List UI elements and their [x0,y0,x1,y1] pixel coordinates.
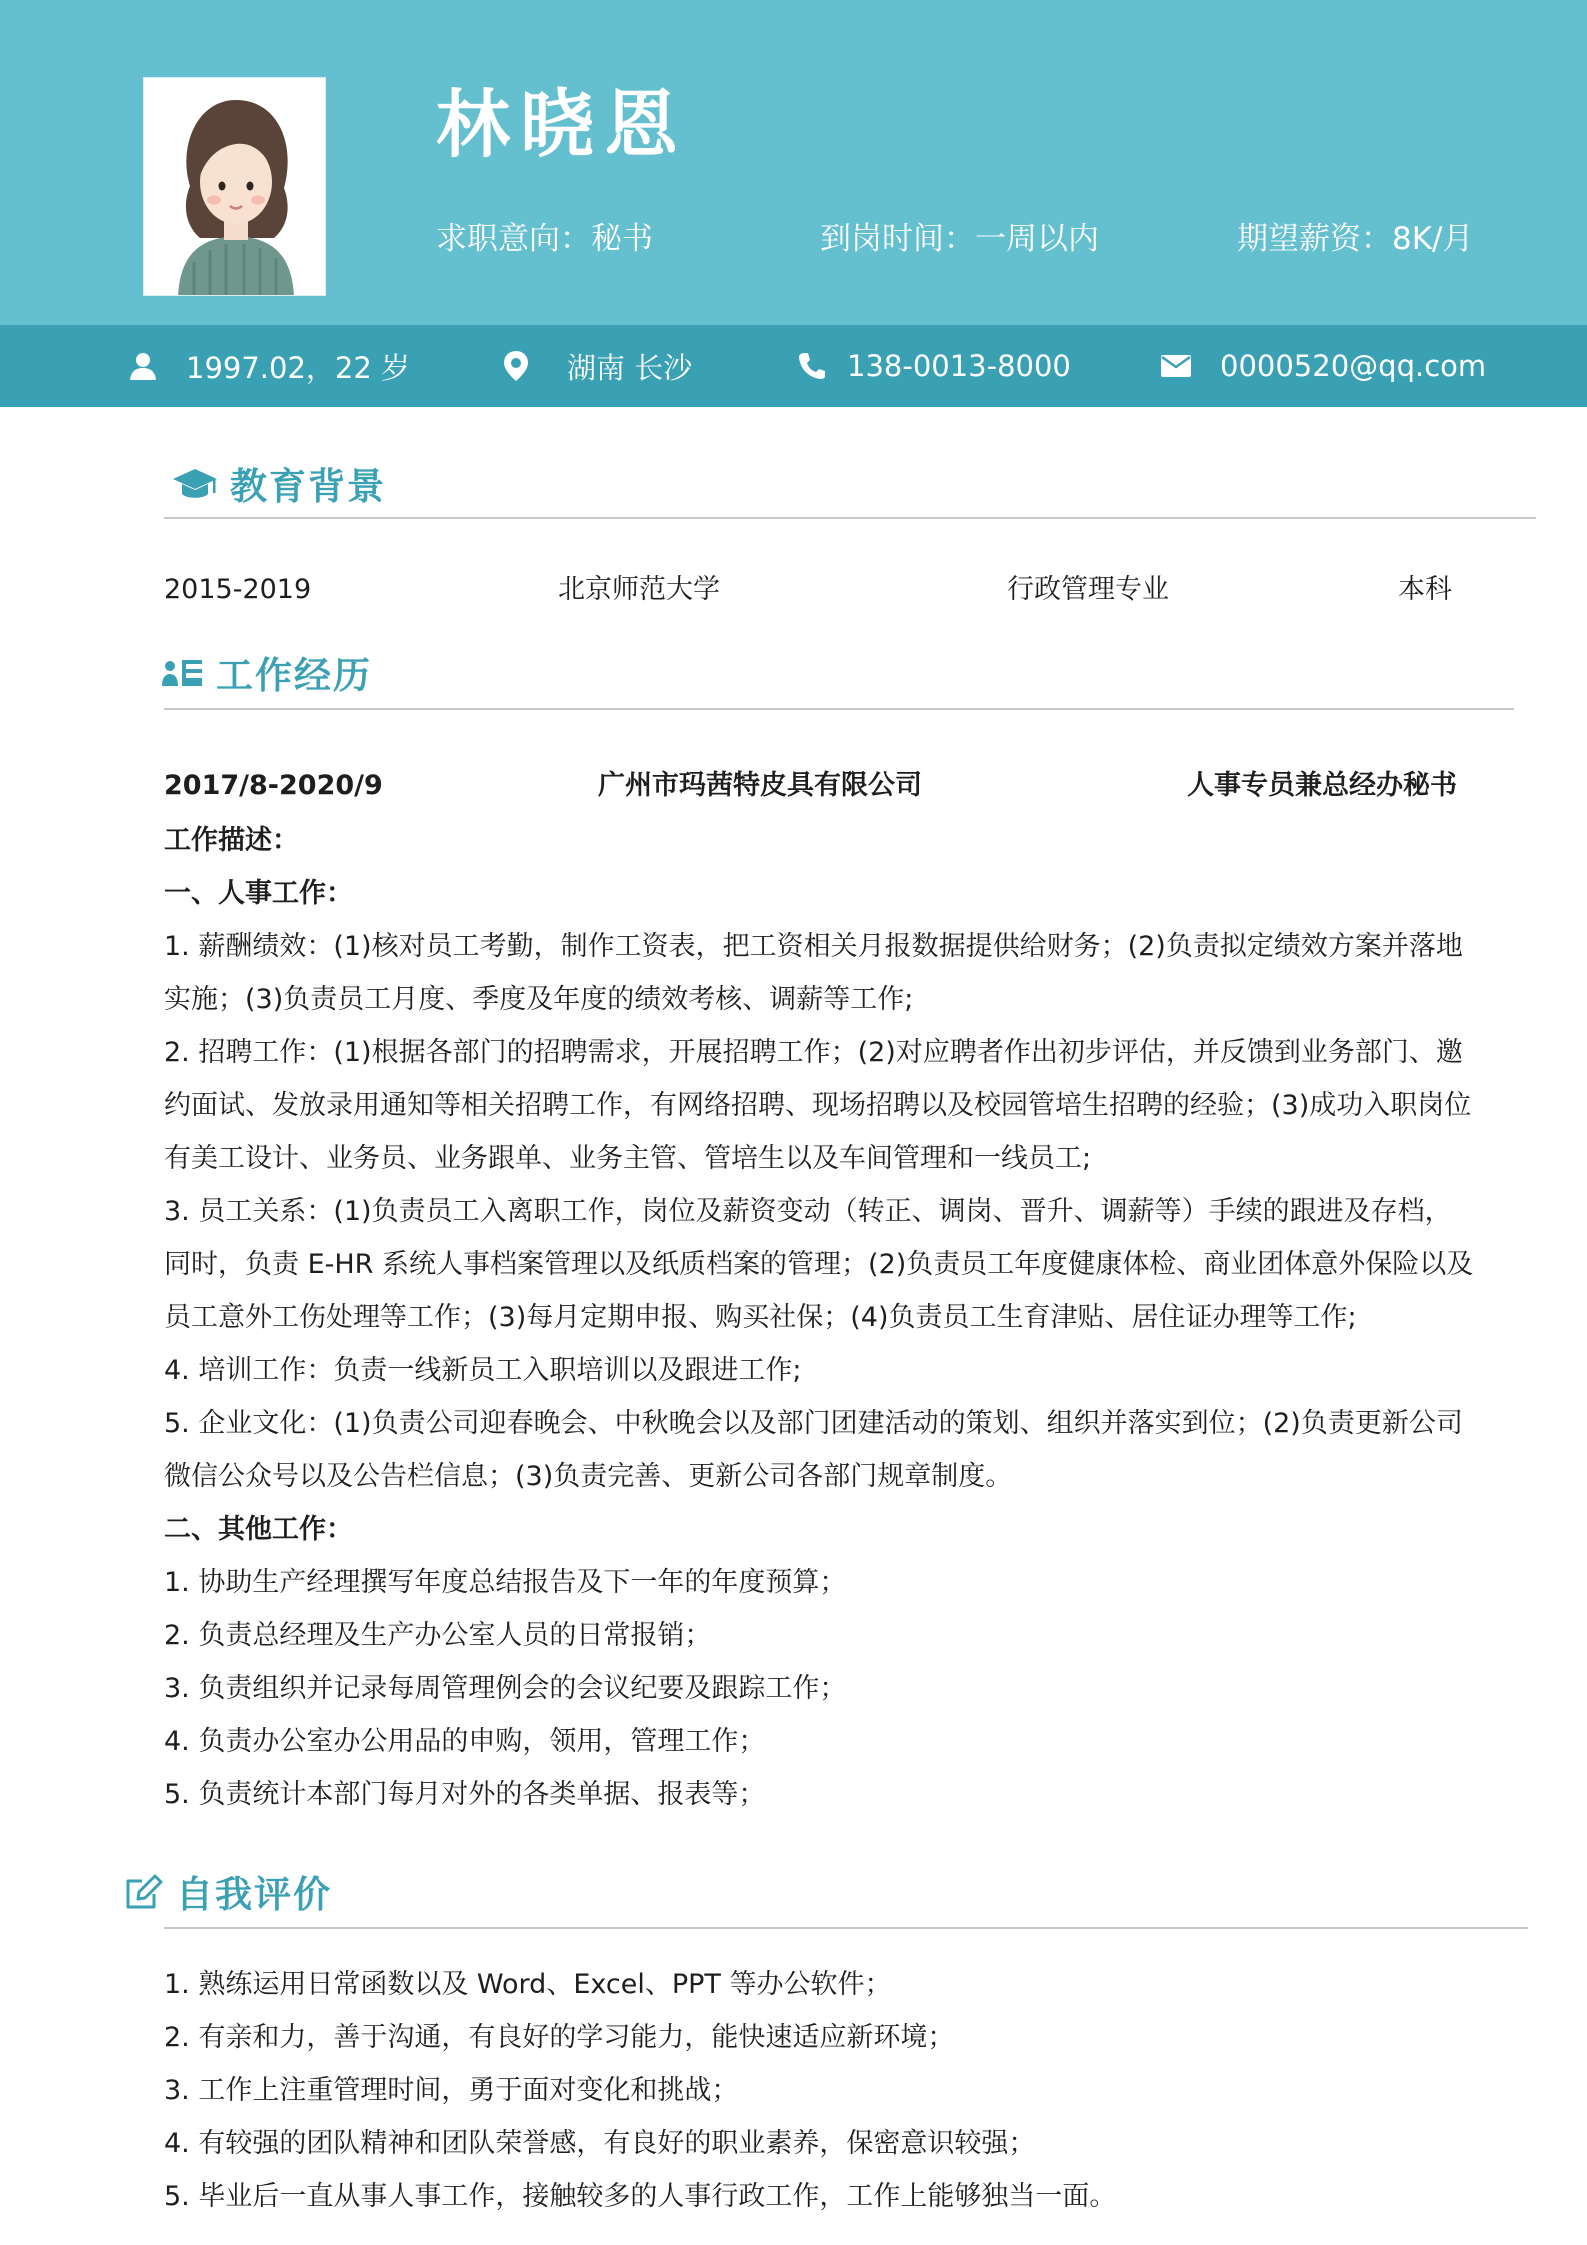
hr-work-line: 3. 员工关系：(1)负责员工入离职工作，岗位及薪资变动（转正、调岗、晋升、调薪等）手续的跟进及存档， [164,1196,1452,1227]
email-text[interactable]: 0000520@qq.com [1220,349,1487,383]
other-work-line: 5. 负责统计本部门每月对外的各类单据、报表等； [164,1779,766,1810]
location-pin-icon [503,350,529,382]
job-intent: 求职意向：秘书 [436,221,653,257]
education-heading [172,465,386,507]
hr-work-line: 2. 招聘工作：(1)根据各部门的招聘需求，开展招聘工作；(2)对应聘者作出初步评估，并反馈到业务部门、邀 [164,1037,1463,1068]
self-evaluation-item: 1. 熟练运用日常函数以及 Word、Excel、PPT 等办公软件； [164,1969,892,2000]
self-evaluation-item: 4. 有较强的团队精神和团队荣誉感，有良好的职业素养，保密意识较强； [164,2128,1036,2159]
hr-work-line: 4. 培训工作：负责一线新员工入职培训以及跟进工作; [164,1355,802,1386]
contact-phone [797,325,1071,407]
self-evaluation-item: 5. 毕业后一直从事人事工作，接触较多的人事行政工作，工作上能够独当一面。 [164,2181,1117,2212]
pencil-edit-icon [124,1872,164,1916]
hr-work-line: 有美工设计、业务员、业务跟单、业务主管、管培生以及车间管理和一线员工; [164,1143,1092,1174]
graduation-cap-icon [172,465,218,507]
phone-icon [797,351,827,381]
person-icon [128,351,158,381]
contact-email [1160,325,1486,407]
work-description [164,814,1504,1821]
work-period: 2017/8-2020/9 [164,770,383,801]
work-desc-label: 工作描述： [164,825,299,856]
self-evaluation-heading [124,1872,332,1916]
education-major: 行政管理专业 [1007,574,1169,605]
hr-work-line: 微信公众号以及公告栏信息；(3)负责完善、更新公司各部门规章制度。 [164,1461,1013,1492]
hr-work-line: 约面试、发放录用通知等相关招聘工作，有网络招聘、现场招聘以及校园管培生招聘的经验；(3)成功入职岗位 [164,1090,1472,1121]
hr-work-line: 同时，负责 E-HR 系统人事档案管理以及纸质档案的管理；(2)负责员工年度健康体检、商业团体意外保险以及 [164,1249,1474,1280]
location-text: 湖南 长沙 [567,350,693,385]
other-work-heading: 二、其他工作： [164,1514,353,1545]
candidate-name: 林晓恩 [436,82,688,168]
resume-header [0,0,1587,325]
expected-salary: 期望薪资：8K/月 [1237,221,1474,257]
work-title: 工作经历 [216,653,372,697]
education-school: 北京师范大学 [558,574,720,605]
self-evaluation-item: 2. 有亲和力，善于沟通，有良好的学习能力，能快速适应新环境； [164,2022,955,2053]
education-period: 2015-2019 [164,574,312,605]
self-evaluation-title: 自我评价 [176,1872,332,1916]
hr-work-line: 5. 企业文化：(1)负责公司迎春晚会、中秋晚会以及部门团建活动的策划、组织并落实到位；(2)负责更新公司 [164,1408,1463,1439]
education-title: 教育背景 [230,464,386,508]
other-work-line: 2. 负责总经理及生产办公室人员的日常报销； [164,1620,712,1651]
contact-birth [128,325,410,407]
contact-location [503,325,692,407]
phone-text[interactable]: 138-0013-8000 [847,349,1071,383]
work-divider [164,708,1514,710]
birth-text: 1997.02，22 岁 [186,350,411,385]
work-position: 人事专员兼总经办秘书 [1187,770,1457,801]
other-work-line: 1. 协助生产经理撰写年度总结报告及下一年的年度预算； [164,1567,847,1598]
person-list-icon [162,656,204,694]
envelope-icon [1160,354,1192,378]
work-heading [162,653,372,697]
hr-work-line: 实施；(3)负责员工月度、季度及年度的绩效考核、调薪等工作; [164,984,914,1015]
contact-bar [0,325,1587,407]
self-evaluation-list [164,1958,1504,2223]
other-work-line: 3. 负责组织并记录每周管理例会的会议纪要及跟踪工作； [164,1673,847,1704]
hr-work-line: 员工意外工伤处理等工作；(3)每月定期申报、购买社保；(4)负责员工生育津贴、居住证办理等工作; [164,1302,1357,1333]
avatar-illustration [144,78,326,296]
education-degree: 本科 [1398,574,1452,605]
hr-work-heading: 一、人事工作： [164,878,353,909]
self-evaluation-item: 3. 工作上注重管理时间，勇于面对变化和挑战； [164,2075,739,2106]
other-work-line: 4. 负责办公室办公用品的申购，领用，管理工作； [164,1726,766,1757]
availability: 到岗时间：一周以内 [820,221,1099,257]
education-divider [164,517,1536,519]
self-evaluation-divider [164,1927,1528,1929]
work-company: 广州市玛茜特皮具有限公司 [598,770,922,801]
avatar [143,77,326,296]
hr-work-line: 1. 薪酬绩效：(1)核对员工考勤，制作工资表，把工资相关月报数据提供给财务；(2)负责拟定绩效方案并落地 [164,931,1463,962]
